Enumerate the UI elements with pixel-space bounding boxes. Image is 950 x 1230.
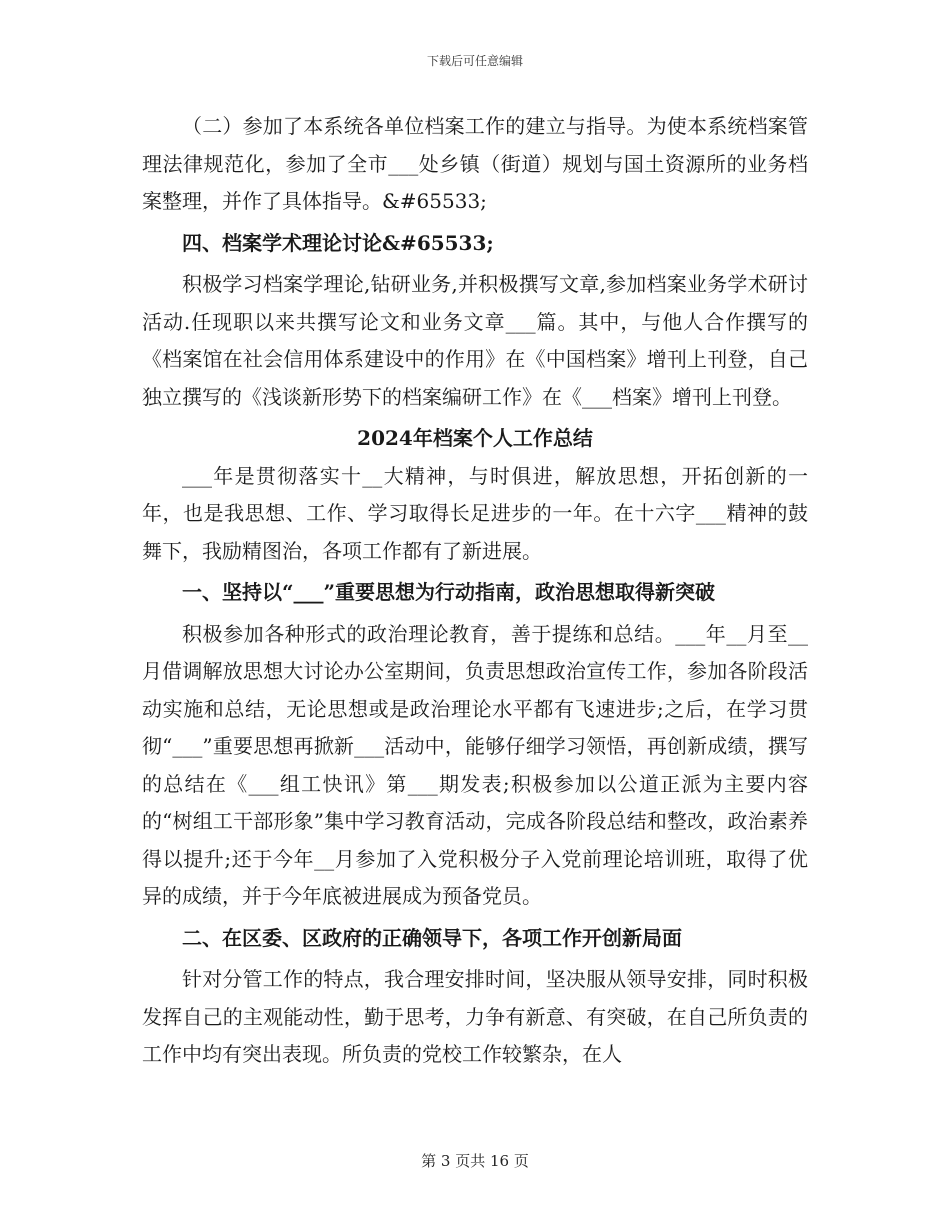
section-heading-work: 二、在区委、区政府的正确领导下，各项工作开创新局面 — [182, 925, 682, 950]
document-title: 2024年档案个人工作总结 — [357, 426, 593, 450]
page-footer-pagination: 第 3 页共 16 页 — [421, 1152, 529, 1170]
document-body — [142, 108, 808, 1074]
paragraph-work-performance: 针对分管工作的特点，我合理安排时间，坚决服从领导安排，同时积极发挥自己的主观能动性，勤于思考，力争有新意、有突破，在自己所负责的工作中均有突出表现。所负责的党校工作较繁杂，在人 — [142, 967, 808, 1066]
paragraph-political-education: 积极参加各种形式的政治理论教育，善于提练和总结。___年__月至__月借调解放思想大讨论办公室期间，负责思想政治宣传工作，参加各阶段活动实施和总结，无论思想或是政治理论水平都有飞速进步;之后，在学习贯彻“___”重要思想再掀新___活动中，能够仔细学习领悟，再创新成绩，撰写的总结在《___组工快讯》第___期发表;积极参加以公道正派为主要内容的“树组工干部形象”集中学习教育活动，完成各阶段总结和整改，政治素养得以提升;还于今年__月参加了入党积极分子入党前理论培训班，取得了优异的成绩，并于今年底被进展成为预备党员。 — [142, 621, 808, 908]
section-heading-politics: 一、坚持以“___”重要思想为行动指南，政治思想取得新突破 — [182, 580, 716, 604]
paragraph-academic-research: 积极学习档案学理论,钻研业务,并积极撰写文章,参加档案业务学术研讨活动.任现职以来共撰写论文和业务文章___篇。其中，与他人合作撰写的《档案馆在社会信用体系建设中的作用》在《中国档案》增刊上刊登，自己独立撰写的《浅谈新形势下的档案编研工作》在《___档案》增刊上刊登。 — [142, 272, 808, 409]
page-header: 下载后可任意编辑 — [426, 54, 523, 68]
paragraph-intro: ___年是贯彻落实十__大精神，与时俱进，解放思想，开拓创新的一年，也是我思想、工作、学习取得长足进步的一年。在十六字___精神的鼓舞下，我励精图治，各项工作都有了新进展。 — [142, 463, 808, 563]
paragraph-archive-guidance: （二）参加了本系统各单位档案工作的建立与指导。为使本系统档案管理法律规范化，参加了全市___处乡镇（街道）规划与国土资源所的业务档案整理，并作了具体指导。&#65533; — [142, 114, 808, 213]
section-heading-academic: 四、档案学术理论讨论&#65533; — [182, 230, 494, 255]
